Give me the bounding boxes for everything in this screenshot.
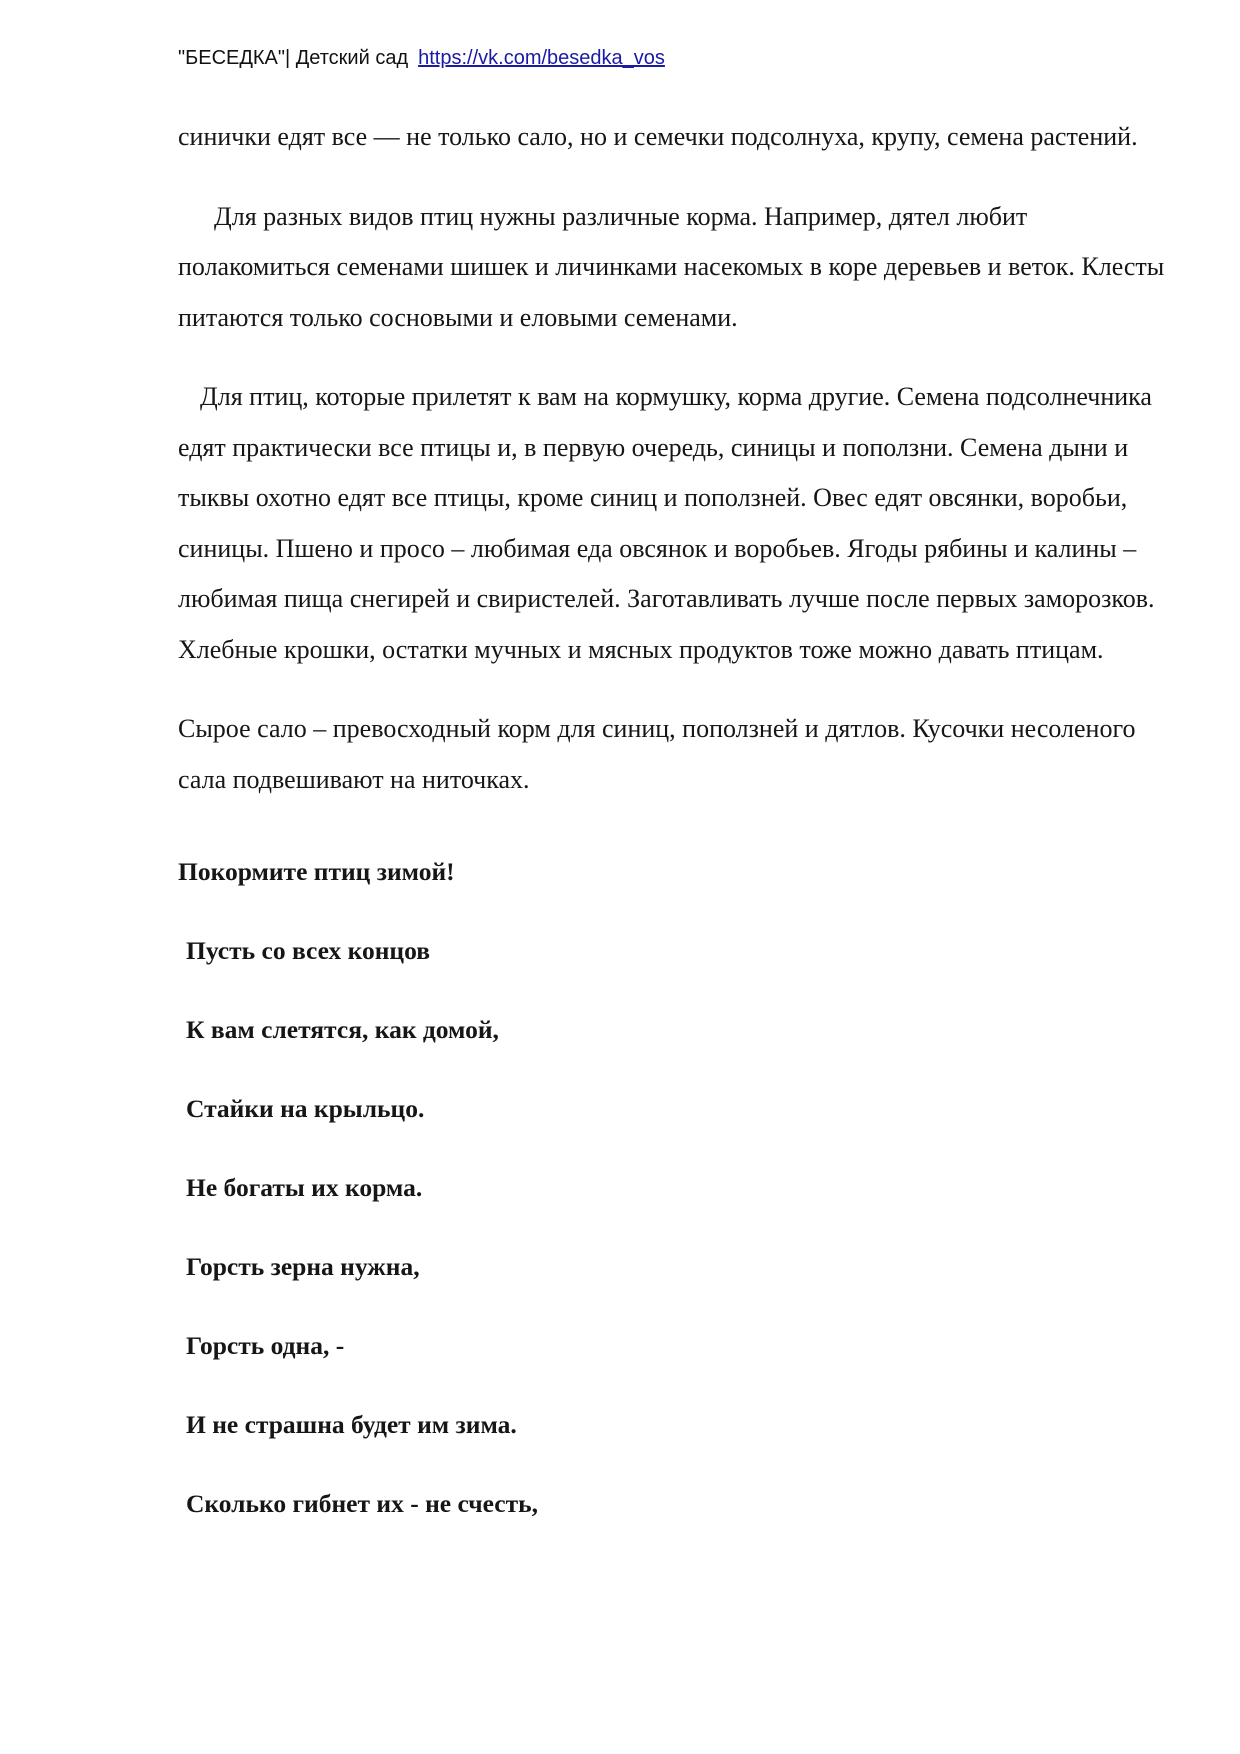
header-title: "БЕСЕДКА"| Детский сад <box>178 47 409 69</box>
document-body <box>178 112 1168 1519</box>
poem-line-7: И не страшна будет им зима. <box>186 1410 517 1439</box>
poem-line-6: Горсть одна, - <box>186 1331 345 1360</box>
poem-line-4: Не богаты их корма. <box>186 1173 423 1202</box>
poem-title: Покормите птиц зимой! <box>178 857 455 886</box>
poem-line-1: Пусть со всех концов <box>186 936 430 965</box>
poem-line-5: Горсть зерна нужна, <box>186 1252 420 1281</box>
page-header <box>178 44 665 72</box>
poem-line-2: К вам слетятся, как домой, <box>186 1015 499 1044</box>
paragraph-3: Для птиц, которые прилетят к вам на кормушку, корма другие. Семена подсолнечника едят практически все птицы и, в первую очередь, синицы и поползни. Семена дыни и тыквы охотно едят все птицы, кроме синиц и поползней. Овес едят овсянки, воробьи, синицы. Пшено и просо – любимая еда овсянок и воробьев. Ягоды рябины и калины – любимая пища снегирей и свиристелей. Заготавливать лучше после первых заморозков. Хлебные крошки, остатки мучных и мясных продуктов тоже можно давать птицам. <box>178 382 1155 664</box>
header-link[interactable]: https://vk.com/besedka_vos <box>418 47 665 69</box>
poem-line-8: Сколько гибнет их - не счесть, <box>186 1489 538 1518</box>
paragraph-2: Для разных видов птиц нужны различные корма. Например, дятел любит полакомиться семенами шишек и личинками насекомых в коре деревьев и веток. Клесты питаются только сосновыми и еловыми семенами. <box>178 201 1165 332</box>
poem-line-3: Стайки на крыльцо. <box>186 1094 425 1123</box>
paragraph-1: синички едят все — не только сало, но и семечки подсолнуха, крупу, семена растений. <box>178 122 1138 151</box>
paragraph-4: Сырое сало – превосходный корм для синиц, поползней и дятлов. Кусочки несоленого сала подвешивают на ниточках. <box>178 714 1136 794</box>
